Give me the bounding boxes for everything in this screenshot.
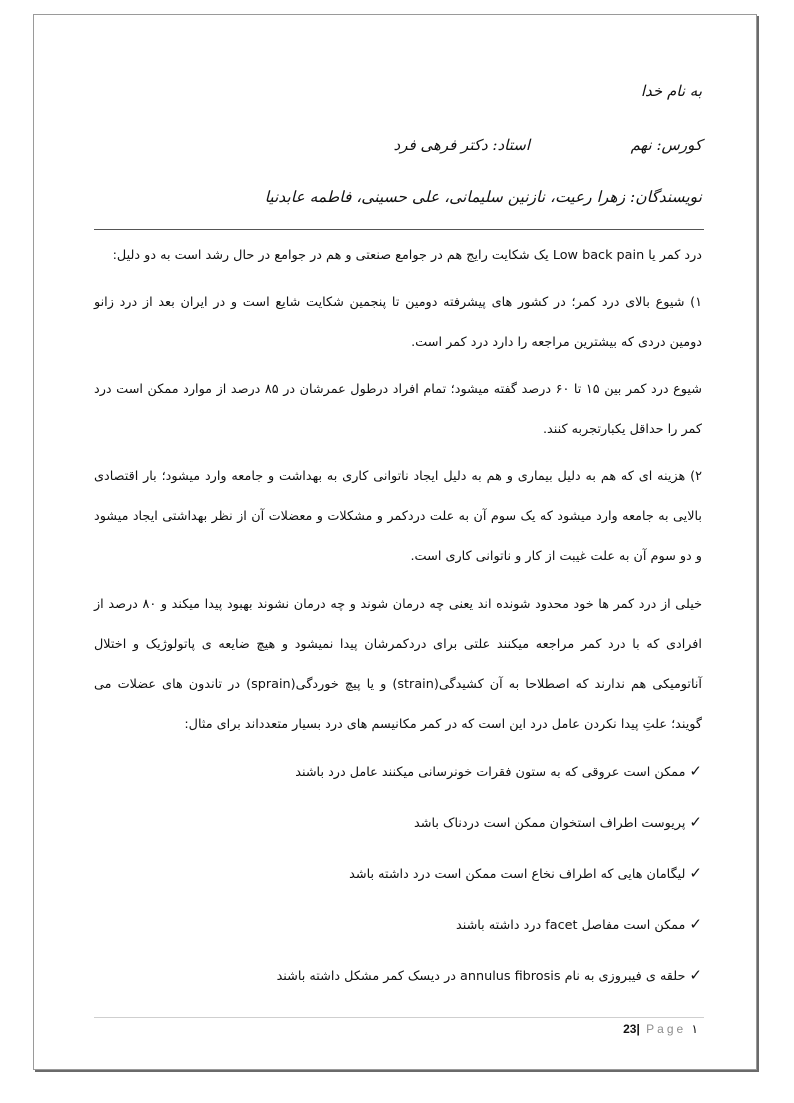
list-item: [295, 762, 702, 780]
checkmark-icon: ✓: [689, 762, 702, 780]
checkmark-icon: ✓: [689, 813, 702, 831]
paragraph-4-block: [94, 585, 702, 745]
paragraph-2-block: [94, 370, 702, 450]
list-item-text: لیگامان هایی که اطراف نخاع است ممکن است درد داشته باشد: [349, 867, 686, 882]
document-title: به نام خدا: [640, 82, 702, 100]
header-divider: [94, 229, 704, 230]
footer-page-number: 23: [623, 1022, 637, 1036]
footer-page-digit: ۱: [691, 1022, 698, 1036]
course-label: کورس: نهم: [630, 136, 702, 154]
footer-page-label: Page: [646, 1022, 687, 1036]
list-item-text: ممکن است مفاصل facet درد داشته باشند: [455, 918, 686, 933]
paragraph-1-block: [94, 283, 702, 363]
checkmark-icon: ✓: [689, 966, 702, 984]
list-item-text: پریوست اطراف استخوان ممکن است دردناک باشد: [414, 816, 686, 831]
list-item-text: حلقه ی فیبروزی به نام annulus fibrosis در دیسک کمر مشکل داشته باشند: [276, 969, 686, 984]
paragraph-3: ۲) هزینه ای که هم به دلیل بیماری و هم به دلیل ایجاد ناتوانی کاری به بهداشت و جامعه وارد میشود؛ بار اقتصادی بالایی به جامعه وارد میشود که یک سوم آن به علت دردکمر و مشکلات و معضلات آن از نظر بهداشتی ایجاد میشود و دو سوم آن به علت غیبت از کار و ناتوانی کاری است.: [94, 469, 702, 564]
paragraph-1: ۱) شیوع بالای درد کمر؛ در کشور های پیشرفته دومین تا پنجمین شکایت شایع است و در ایران بعد از درد زانو دومین دردی که بیشترین مراجعه را دارد درد کمر است.: [94, 295, 702, 350]
paragraph-4: خیلی از درد کمر ها خود محدود شونده اند یعنی چه درمان شوند و چه درمان نشوند بهبود پیدا میکند و ۸۰ درصد از افرادی که با درد کمر مراجعه میکنند علتی برای دردکمرشان پیدا نمیشود و هیچ ضایعه ی پاتولوژیک و اختلال آناتومیکی هم ندارند که اصطلاحا به آن کشیدگی(strain) و یا پیچ خوردگی(sprain) در تاندون های عضلات می گویند؛ علتِ پیدا نکردن عامل درد این است که در کمر مکانیسم های درد بسیار متعدداند برای مثال:: [94, 597, 702, 732]
checkmark-icon: ✓: [689, 915, 702, 933]
footer-divider: [94, 1017, 704, 1018]
paragraph-3-block: [94, 457, 702, 577]
list-item: [414, 813, 702, 831]
list-item: [456, 915, 702, 933]
paragraph-2: شیوع درد کمر بین ۱۵ تا ۶۰ درصد گفته میشود؛ تمام افراد درطول عمرشان در ۸۵ درصد از موارد ممکن است درد کمر را حداقل یکبارتجربه کنند.: [94, 382, 702, 437]
list-item-text: ممکن است عروقی که به ستون فقرات خونرسانی میکنند عامل درد باشند: [295, 765, 686, 780]
intro-paragraph: درد کمر یا Low back pain یک شکایت رایج هم در جوامع صنعتی و هم در جوامع در حال رشد است به دو دلیل:: [112, 248, 702, 263]
list-item: [349, 864, 702, 882]
footer-separator: |: [636, 1022, 640, 1036]
authors-line: نویسندگان: زهرا رعیت، نازنین سلیمانی، علی حسینی، فاطمه عابدنیا: [264, 188, 702, 206]
checkmark-icon: ✓: [689, 864, 702, 882]
page-footer: [623, 1022, 698, 1036]
course-info-row: [82, 136, 702, 158]
intro-paragraph-block: [94, 236, 702, 276]
list-item: [277, 966, 702, 984]
teacher-label: استاد: دکتر فرهی فرد: [393, 136, 530, 154]
